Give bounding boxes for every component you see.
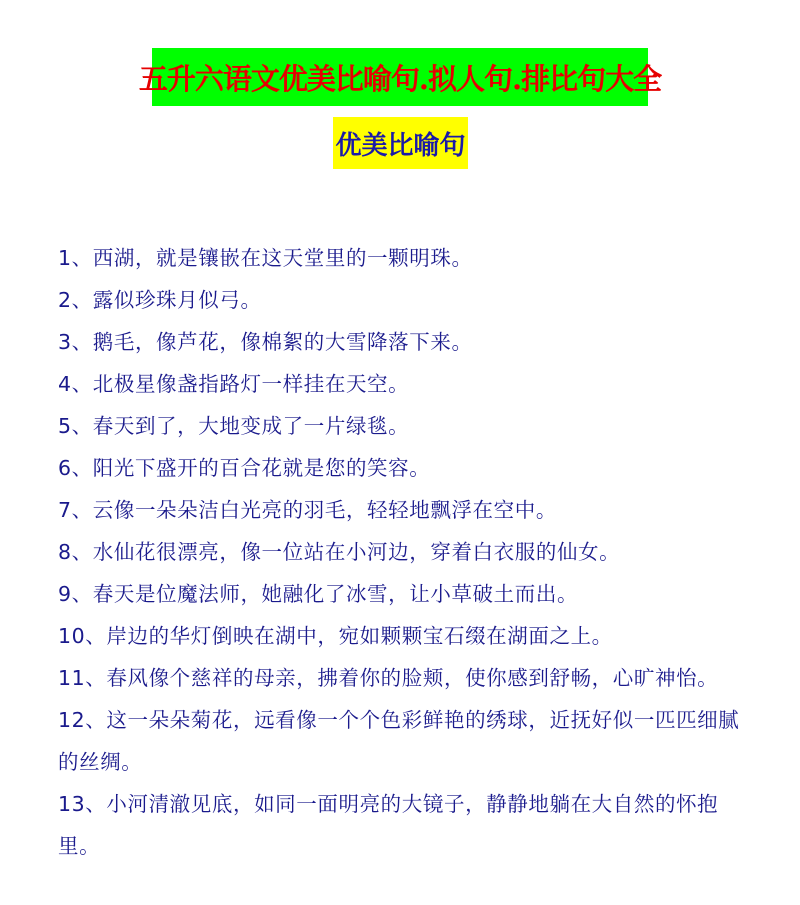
list-item: 11、春风像个慈祥的母亲，拂着你的脸颊，使你感到舒畅，心旷神怡。	[58, 666, 719, 690]
list-item: 1、西湖，就是镶嵌在这天堂里的一颗明珠。	[58, 246, 473, 270]
page-title: 五升六语文优美比喻句.拟人句.排比句大全	[138, 61, 662, 96]
list-item: 6、阳光下盛开的百合花就是您的笑容。	[58, 456, 431, 480]
list-item: 5、春天到了，大地变成了一片绿毯。	[58, 414, 410, 438]
sentence-list	[58, 237, 748, 867]
list-item: 2、露似珍珠月似弓。	[58, 288, 262, 312]
list-item: 3、鹅毛，像芦花，像棉絮的大雪降落下来。	[58, 330, 473, 354]
subtitle-banner	[333, 117, 468, 169]
section-heading: 优美比喻句	[335, 130, 466, 161]
list-item: 13、小河清澈见底，如同一面明亮的大镜子，静静地躺在大自然的怀抱里。	[58, 792, 719, 858]
list-item: 4、北极星像盏指路灯一样挂在天空。	[58, 372, 410, 396]
list-item: 8、水仙花很漂亮，像一位站在小河边，穿着白衣服的仙女。	[58, 540, 621, 564]
list-item: 12、这一朵朵菊花，远看像一个个色彩鲜艳的绣球，近抚好似一匹匹细腻的丝绸。	[58, 708, 740, 774]
list-item: 10、岸边的华灯倒映在湖中，宛如颗颗宝石缀在湖面之上。	[58, 624, 613, 648]
list-item: 9、春天是位魔法师，她融化了冰雪，让小草破土而出。	[58, 582, 579, 606]
title-banner	[138, 48, 662, 106]
list-item: 7、云像一朵朵洁白光亮的羽毛，轻轻地飘浮在空中。	[58, 498, 557, 522]
